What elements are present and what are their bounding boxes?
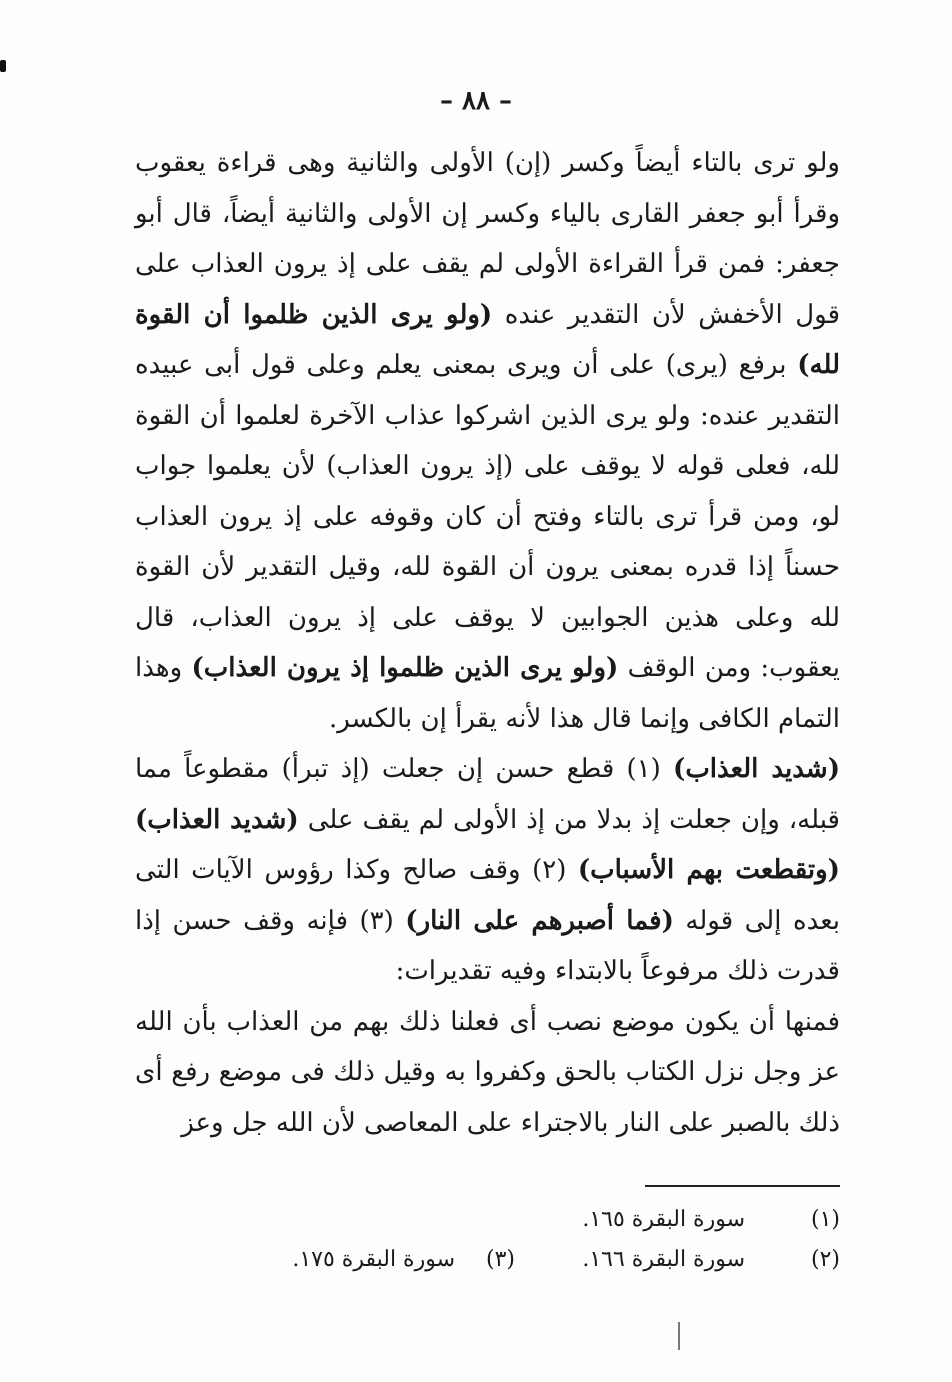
scan-artifact (678, 1322, 680, 1350)
footnote-text: سورة البقرة ١٦٥. (582, 1207, 745, 1232)
text-segment: ولو ترى بالتاء أيضاً وكسر (إن) الأولى والثانية وهى قراءة يعقوب وقرأ أبو جعفر القارى بالياء وكسر إن الأولى والثانية أيضاً، قال أبو جعفر: فمن قرأ القراءة الأولى لم يقف على إذ يرون العذاب على قول الأخفش لأن التقدير عنده (135, 148, 840, 330)
paragraph-2 (135, 744, 840, 997)
footnote-number: (٣) (485, 1247, 515, 1272)
footnote-text: سورة البقرة ١٧٥. (292, 1247, 455, 1272)
text-segment: (٢) وقف صالح وكذا رؤوس الآيات التى بعده إلى قوله (135, 855, 840, 936)
footnote-row (135, 1240, 840, 1280)
text-segment: وهذا التمام الكافى وإنما قال هذا لأنه يقرأ إن بالكسر. (135, 653, 840, 734)
footnote-number: (٢) (810, 1247, 840, 1272)
quran-quote: (وتقطعت بهم الأسباب) (577, 855, 840, 885)
footnote-divider (645, 1185, 840, 1187)
footnote-item (255, 1240, 515, 1280)
quran-quote: (ولو يرى الذين ظلموا إذ يرون العذاب) (191, 653, 619, 683)
paragraph-1 (135, 138, 840, 744)
footnote-number: (١) (810, 1207, 840, 1232)
page-number: – ٨٨ – (439, 86, 513, 116)
footnote-item (515, 1200, 840, 1240)
quran-quote: (فما أصبرهم على النار) (405, 905, 674, 936)
paragraph-3 (135, 997, 840, 1149)
footnote-item (515, 1240, 840, 1280)
text-segment: برفع (يرى) على أن ويرى بمعنى يعلم وعلى قول أبى عبيده التقدير عنده: ولو يرى الذين اشركوا عذاب الآخرة لعلموا أن القوة لله، فعلى قوله لا يوقف على (إذ يرون العذاب) لأن يعلموا جواب لو، ومن قرأ ترى بالتاء وفتح أن كان وقوفه على إذ يرون العذاب حسناً إذا قدره بمعنى يرون أن القوة لله، وقيل التقدير لأن القوة لله وعلى هذين الجوابين لا يوقف على إذ يرون العذاب، قال يعقوب: ومن الوقف (135, 350, 841, 683)
body-text (135, 138, 840, 1148)
margin-mark (0, 60, 6, 72)
footnote-row (135, 1200, 840, 1240)
quran-quote: (شديد العذاب) (673, 754, 840, 784)
text-segment: (١) قطع حسن إن جعلت (إذ تبرأ) مقطوعاً مما قبله، وإن جعلت إذ بدلا من إذ الأولى لم يقف على (135, 754, 840, 835)
text-segment: (٣) فإنه وقف حسن إذا قدرت ذلك مرفوعاً بالابتداء وفيه تقديرات: (135, 905, 840, 986)
text-segment: فمنها أن يكون موضع نصب أى فعلنا ذلك بهم من العذاب بأن الله عز وجل نزل الكتاب بالحق وكفروا به وقيل ذلك فى موضع رفع أى ذلك بالصبر على النار بالاجتراء على المعاصى لأن الله جل وعز (135, 1006, 840, 1138)
quran-quote: (ولو يرى الذين ظلموا أن القوة لله) (135, 299, 840, 380)
footnotes (135, 1200, 840, 1280)
quran-quote: (شديد العذاب) (135, 804, 299, 835)
footnote-text: سورة البقرة ١٦٦. (582, 1247, 745, 1272)
